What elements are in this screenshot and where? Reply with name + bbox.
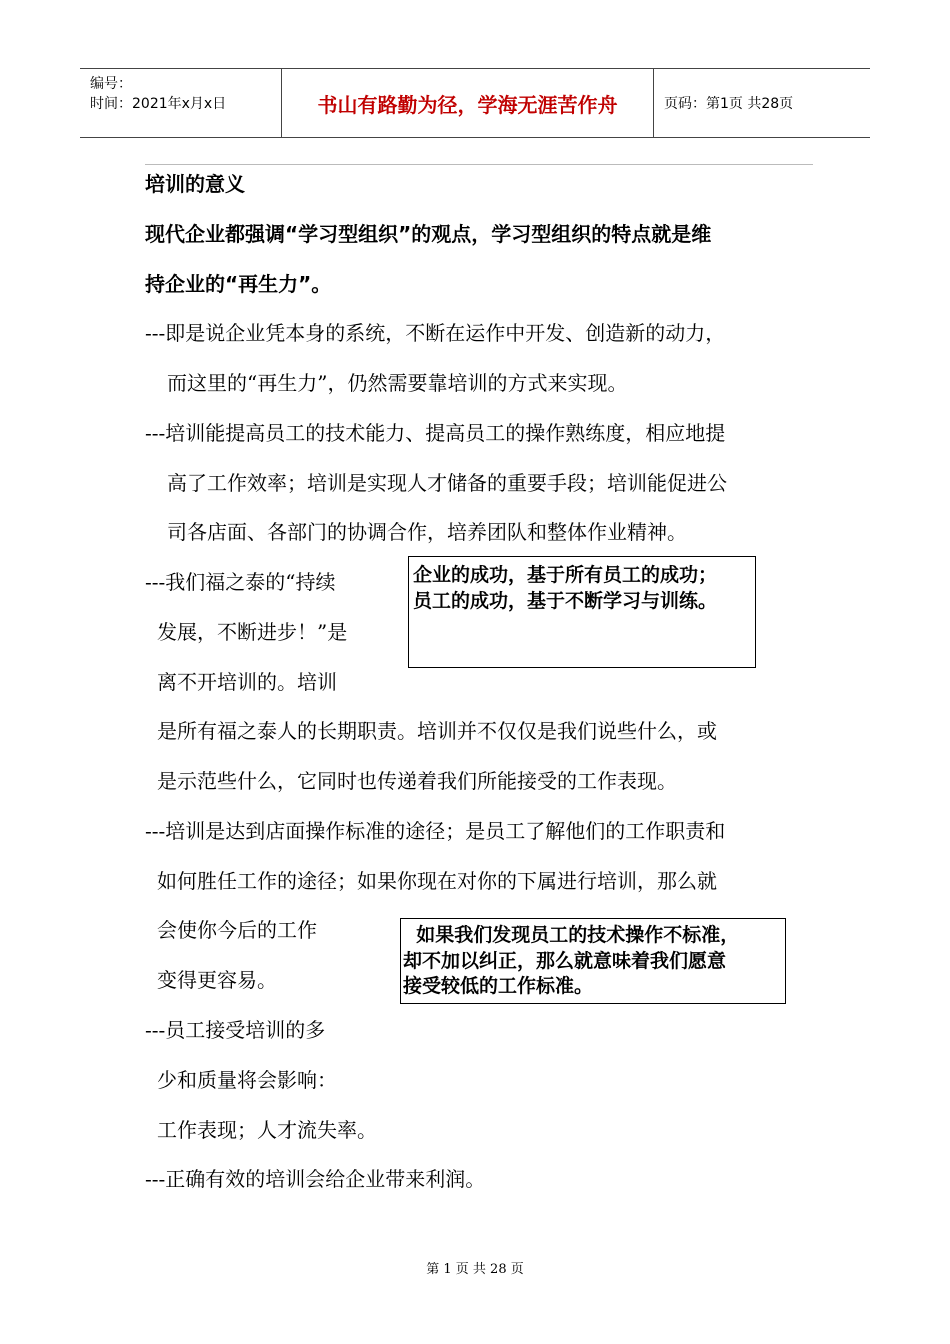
paragraph-line: 工作表现；人才流失率。 <box>157 1118 377 1142</box>
paragraph-line: 是示范些什么，它同时也传递着我们所能接受的工作表现。 <box>157 769 677 793</box>
paragraph-line: ---培训是达到店面操作标准的途径；是员工了解他们的工作职责和 <box>145 819 726 843</box>
header-divider <box>145 164 813 165</box>
callout-line: 接受较低的工作标准。 <box>403 975 594 997</box>
paragraph-line: 少和质量将会影响： <box>157 1068 337 1092</box>
callout-line: 员工的成功，基于不断学习与训练。 <box>413 590 718 612</box>
paragraph-line: 持企业的“再生力”。 <box>145 272 332 296</box>
callout-line: 如果我们发现员工的技术操作不标准， <box>403 924 740 946</box>
callout-box-success <box>408 556 756 668</box>
paragraph-line: 变得更容易。 <box>157 968 277 992</box>
header-motto: 书山有路勤为径，学海无涯苦作舟 <box>282 69 654 137</box>
paragraph-line: 发展，不断进步！”是 <box>157 620 348 644</box>
section-title: 培训的意义 <box>145 172 245 196</box>
paragraph-line: 现代企业都强调“学习型组织”的观点，学习型组织的特点就是维 <box>145 222 712 246</box>
page-footer: 第 1 页 共 28 页 <box>426 1262 524 1277</box>
callout-line: 却不加以纠正，那么就意味着我们愿意 <box>403 950 727 972</box>
paragraph-line: ---正确有效的培训会给企业带来利润。 <box>145 1167 486 1191</box>
paragraph-line: 是所有福之泰人的长期职责。培训并不仅仅是我们说些什么，或 <box>157 719 717 743</box>
paragraph-line: ---即是说企业凭本身的系统，不断在运作中开发、创造新的动力， <box>145 321 726 345</box>
paragraph-line: 司各店面、各部门的协调合作，培养团队和整体作业精神。 <box>167 520 687 544</box>
callout-box-standards <box>400 918 786 1004</box>
paragraph-line: 会使你今后的工作 <box>157 918 317 942</box>
paragraph-line: 高了工作效率；培训是实现人才储备的重要手段；培训能促进公 <box>167 471 727 495</box>
paragraph-line: 而这里的“再生力”，仍然需要靠培训的方式来实现。 <box>167 371 628 395</box>
callout-line: 企业的成功，基于所有员工的成功； <box>413 564 718 586</box>
time-label: 时间：2021年x月x日 <box>90 96 227 112</box>
document-header <box>80 68 870 138</box>
paragraph-line: ---我们福之泰的“持续 <box>145 570 336 594</box>
number-label: 编号： <box>90 76 132 92</box>
header-page-info: 页码：第1页 共28页 <box>664 96 794 112</box>
header-meta-cell <box>80 69 282 137</box>
paragraph-line: ---培训能提高员工的技术能力、提高员工的操作熟练度，相应地提 <box>145 421 726 445</box>
paragraph-line: ---员工接受培训的多 <box>145 1018 326 1042</box>
paragraph-line: 如何胜任工作的途径；如果你现在对你的下属进行培训，那么就 <box>157 869 717 893</box>
paragraph-line: 离不开培训的。培训 <box>157 670 337 694</box>
